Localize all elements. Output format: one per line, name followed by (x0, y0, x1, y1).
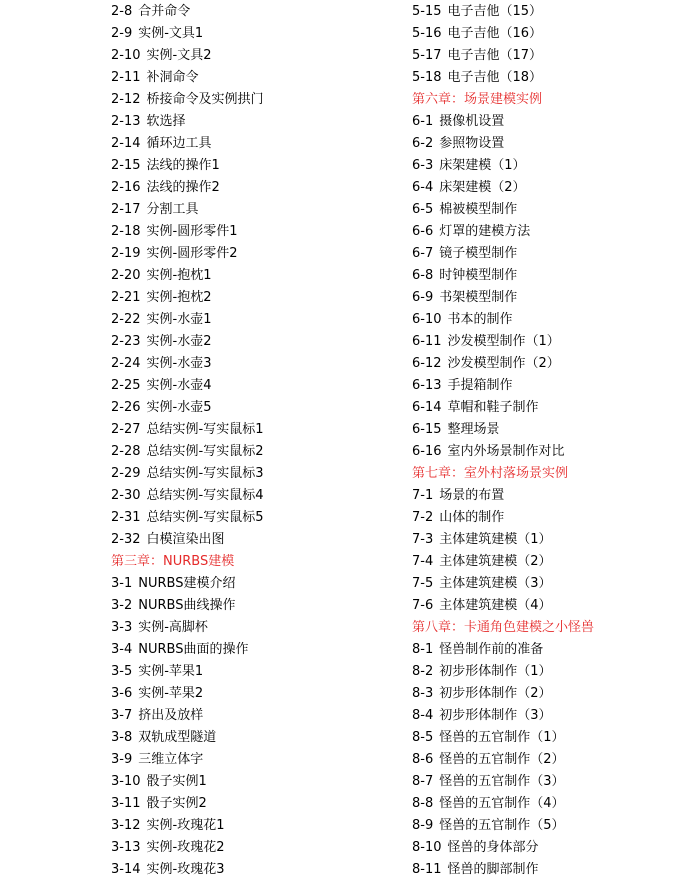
toc-entry (111, 309, 391, 331)
entry-title: 怪兽的身体部分 (447, 840, 539, 855)
entry-number: 5-15 (412, 4, 442, 19)
entry-title: 白模渲染出图 (146, 532, 225, 547)
toc-entry (412, 749, 692, 771)
toc-entry (111, 375, 391, 397)
entry-title: 总结实例-写实鼠标3 (146, 466, 264, 481)
entry-title: 实例-圆形零件2 (146, 246, 238, 261)
entry-title: 总结实例-写实鼠标5 (146, 510, 264, 525)
toc-entry (412, 529, 692, 551)
entry-number: 3-9 (111, 752, 133, 767)
entry-number: 8-11 (412, 862, 442, 877)
toc-entry (111, 859, 391, 881)
toc-entry (111, 199, 391, 221)
entry-title: 电子吉他（15） (447, 4, 543, 19)
entry-title: 三维立体字 (138, 752, 204, 767)
entry-title: 实例-高脚杯 (138, 620, 208, 635)
chapter-title: 第六章：场景建模实例 (412, 92, 543, 107)
toc-entry (412, 375, 692, 397)
entry-title: 实例-水壶3 (146, 356, 212, 371)
entry-title: 电子吉他（16） (447, 26, 543, 41)
toc-entry (412, 683, 692, 705)
entry-title: 初步形体制作（1） (439, 664, 552, 679)
entry-number: 2-18 (111, 224, 141, 239)
entry-number: 2-20 (111, 268, 141, 283)
entry-title: 主体建筑建模（4） (439, 598, 552, 613)
entry-number: 6-6 (412, 224, 434, 239)
toc-entry (111, 45, 391, 67)
entry-number: 3-14 (111, 862, 141, 877)
entry-number: 8-3 (412, 686, 434, 701)
toc-entry (412, 705, 692, 727)
chapter-heading (412, 89, 692, 111)
toc-entry (111, 683, 391, 705)
entry-title: 实例-抱枕1 (146, 268, 212, 283)
toc-entry (412, 309, 692, 331)
entry-title: 实例-水壶1 (146, 312, 212, 327)
entry-title: 骰子实例2 (146, 796, 207, 811)
entry-number: 3-4 (111, 642, 133, 657)
entry-number: 8-9 (412, 818, 434, 833)
entry-number: 2-32 (111, 532, 141, 547)
toc-entry (111, 749, 391, 771)
toc-entry (111, 353, 391, 375)
entry-title: 主体建筑建模（2） (439, 554, 552, 569)
toc-entry (111, 67, 391, 89)
entry-title: 实例-抱枕2 (146, 290, 212, 305)
chapter-title: 第七章：室外村落场景实例 (412, 466, 569, 481)
entry-title: 循环边工具 (146, 136, 212, 151)
entry-number: 2-27 (111, 422, 141, 437)
toc-entry (412, 397, 692, 419)
entry-number: 2-10 (111, 48, 141, 63)
toc-entry (412, 199, 692, 221)
toc-entry (111, 221, 391, 243)
entry-number: 2-25 (111, 378, 141, 393)
entry-number: 6-7 (412, 246, 434, 261)
entry-number: 2-30 (111, 488, 141, 503)
entry-number: 6-2 (412, 136, 434, 151)
entry-number: 6-10 (412, 312, 442, 327)
entry-title: 实例-苹果2 (138, 686, 204, 701)
toc-entry (412, 1, 692, 23)
entry-title: 怪兽的五官制作（3） (439, 774, 565, 789)
chapter-title: 第三章：NURBS建模 (111, 554, 235, 569)
toc-entry (111, 265, 391, 287)
entry-number: 6-4 (412, 180, 434, 195)
toc-entry (111, 133, 391, 155)
entry-number: 5-18 (412, 70, 442, 85)
toc-left-column (111, 1, 391, 881)
toc-entry (412, 661, 692, 683)
entry-title: 实例-水壶2 (146, 334, 212, 349)
entry-number: 7-1 (412, 488, 434, 503)
entry-title: 草帽和鞋子制作 (447, 400, 539, 415)
entry-title: 灯罩的建模方法 (439, 224, 531, 239)
toc-entry (111, 661, 391, 683)
entry-number: 6-14 (412, 400, 442, 415)
toc-entry (111, 705, 391, 727)
entry-title: 沙发模型制作（1） (447, 334, 560, 349)
entry-title: 总结实例-写实鼠标4 (146, 488, 264, 503)
toc-entry (412, 639, 692, 661)
toc-entry (111, 177, 391, 199)
entry-number: 7-2 (412, 510, 434, 525)
toc-entry (111, 111, 391, 133)
entry-title: 电子吉他（17） (447, 48, 543, 63)
entry-title: 怪兽的五官制作（2） (439, 752, 565, 767)
toc-entry (412, 155, 692, 177)
entry-number: 3-11 (111, 796, 141, 811)
toc-entry (412, 507, 692, 529)
entry-number: 8-7 (412, 774, 434, 789)
entry-number: 2-9 (111, 26, 133, 41)
toc-entry (412, 419, 692, 441)
entry-title: 书架模型制作 (439, 290, 518, 305)
toc-entry (412, 353, 692, 375)
toc-right-column (412, 1, 692, 881)
toc-entry (111, 331, 391, 353)
chapter-heading (412, 463, 692, 485)
entry-title: 法线的操作1 (146, 158, 220, 173)
entry-number: 2-13 (111, 114, 141, 129)
entry-title: 电子吉他（18） (447, 70, 543, 85)
entry-number: 2-24 (111, 356, 141, 371)
toc-entry (412, 573, 692, 595)
toc-entry (412, 111, 692, 133)
entry-title: 床架建模（1） (439, 158, 526, 173)
entry-title: 怪兽的五官制作（4） (439, 796, 565, 811)
entry-title: 挤出及放样 (138, 708, 204, 723)
entry-number: 6-1 (412, 114, 434, 129)
toc-entry (412, 67, 692, 89)
chapter-heading (111, 551, 391, 573)
entry-number: 5-17 (412, 48, 442, 63)
entry-title: 实例-文具2 (146, 48, 212, 63)
entry-number: 8-8 (412, 796, 434, 811)
toc-entry (111, 815, 391, 837)
entry-title: 分割工具 (146, 202, 199, 217)
entry-title: 棉被模型制作 (439, 202, 518, 217)
entry-number: 3-7 (111, 708, 133, 723)
entry-number: 2-8 (111, 4, 133, 19)
entry-number: 8-4 (412, 708, 434, 723)
entry-number: 3-3 (111, 620, 133, 635)
entry-number: 6-5 (412, 202, 434, 217)
entry-number: 6-12 (412, 356, 442, 371)
entry-number: 6-16 (412, 444, 442, 459)
toc-entry (412, 859, 692, 881)
toc-entry (111, 771, 391, 793)
entry-number: 7-3 (412, 532, 434, 547)
toc-entry (111, 837, 391, 859)
entry-title: 合并命令 (138, 4, 191, 19)
toc-entry (412, 133, 692, 155)
entry-title: 实例-玫瑰花2 (146, 840, 225, 855)
entry-number: 2-31 (111, 510, 141, 525)
entry-title: 补洞命令 (146, 70, 199, 85)
entry-number: 2-21 (111, 290, 141, 305)
entry-title: 怪兽制作前的准备 (439, 642, 544, 657)
toc-entry (412, 265, 692, 287)
entry-number: 3-5 (111, 664, 133, 679)
toc-entry (111, 397, 391, 419)
toc-entry (412, 595, 692, 617)
toc-entry (111, 573, 391, 595)
toc-entry (111, 727, 391, 749)
entry-number: 2-28 (111, 444, 141, 459)
toc-entry (412, 23, 692, 45)
entry-number: 3-2 (111, 598, 133, 613)
toc-entry (412, 793, 692, 815)
entry-title: 实例-玫瑰花1 (146, 818, 225, 833)
toc-entry (111, 1, 391, 23)
entry-title: NURBS曲线操作 (138, 598, 236, 613)
entry-title: 场景的布置 (439, 488, 505, 503)
entry-number: 8-2 (412, 664, 434, 679)
entry-number: 3-8 (111, 730, 133, 745)
entry-title: 实例-水壶5 (146, 400, 212, 415)
toc-entry (111, 793, 391, 815)
toc-entry (111, 463, 391, 485)
entry-number: 7-6 (412, 598, 434, 613)
entry-title: 怪兽的五官制作（1） (439, 730, 565, 745)
entry-number: 8-10 (412, 840, 442, 855)
chapter-heading (412, 617, 692, 639)
entry-title: 双轨成型隧道 (138, 730, 217, 745)
entry-title: 室内外场景制作对比 (447, 444, 565, 459)
toc-entry (111, 529, 391, 551)
toc-entry (111, 595, 391, 617)
entry-title: 总结实例-写实鼠标2 (146, 444, 264, 459)
entry-title: 初步形体制作（2） (439, 686, 552, 701)
entry-title: 书本的制作 (447, 312, 513, 327)
entry-number: 6-8 (412, 268, 434, 283)
entry-number: 2-11 (111, 70, 141, 85)
entry-title: 怪兽的五官制作（5） (439, 818, 565, 833)
toc-entry (412, 441, 692, 463)
entry-title: 实例-玫瑰花3 (146, 862, 225, 877)
entry-number: 2-16 (111, 180, 141, 195)
entry-title: 实例-文具1 (138, 26, 204, 41)
entry-number: 2-19 (111, 246, 141, 261)
entry-number: 3-12 (111, 818, 141, 833)
toc-entry (412, 837, 692, 859)
entry-number: 2-17 (111, 202, 141, 217)
entry-number: 2-26 (111, 400, 141, 415)
toc-entry (111, 441, 391, 463)
entry-title: 骰子实例1 (146, 774, 207, 789)
toc-entry (111, 89, 391, 111)
toc-entry (412, 221, 692, 243)
entry-title: 实例-苹果1 (138, 664, 204, 679)
entry-title: 软选择 (146, 114, 186, 129)
entry-number: 3-13 (111, 840, 141, 855)
chapter-title: 第八章：卡通角色建模之小怪兽 (412, 620, 595, 635)
entry-number: 7-5 (412, 576, 434, 591)
toc-entry (111, 507, 391, 529)
toc-entry (412, 243, 692, 265)
entry-title: 摄像机设置 (439, 114, 505, 129)
toc-entry (412, 331, 692, 353)
entry-title: 法线的操作2 (146, 180, 220, 195)
toc-entry (412, 551, 692, 573)
entry-title: 实例-水壶4 (146, 378, 212, 393)
entry-number: 6-11 (412, 334, 442, 349)
entry-number: 2-12 (111, 92, 141, 107)
toc-entry (111, 617, 391, 639)
entry-number: 6-3 (412, 158, 434, 173)
entry-number: 3-1 (111, 576, 133, 591)
toc-entry (111, 155, 391, 177)
entry-number: 2-23 (111, 334, 141, 349)
toc-entry (412, 485, 692, 507)
entry-title: 手提箱制作 (447, 378, 513, 393)
entry-title: 参照物设置 (439, 136, 505, 151)
toc-entry (412, 287, 692, 309)
entry-number: 8-1 (412, 642, 434, 657)
entry-title: 时钟模型制作 (439, 268, 518, 283)
toc-entry (412, 771, 692, 793)
toc-entry (412, 45, 692, 67)
entry-title: NURBS曲面的操作 (138, 642, 249, 657)
entry-number: 8-5 (412, 730, 434, 745)
entry-title: 镜子模型制作 (439, 246, 518, 261)
toc-entry (111, 243, 391, 265)
toc-entry (111, 287, 391, 309)
toc-entry (111, 639, 391, 661)
entry-number: 8-6 (412, 752, 434, 767)
entry-number: 6-15 (412, 422, 442, 437)
entry-title: 床架建模（2） (439, 180, 526, 195)
toc-entry (111, 485, 391, 507)
entry-number: 2-14 (111, 136, 141, 151)
entry-title: 整理场景 (447, 422, 500, 437)
toc-entry (412, 177, 692, 199)
entry-number: 5-16 (412, 26, 442, 41)
toc-entry (412, 815, 692, 837)
entry-title: 主体建筑建模（1） (439, 532, 552, 547)
entry-number: 3-6 (111, 686, 133, 701)
entry-title: 怪兽的脚部制作 (447, 862, 539, 877)
toc-entry (412, 727, 692, 749)
entry-title: 初步形体制作（3） (439, 708, 552, 723)
entry-number: 6-13 (412, 378, 442, 393)
entry-title: 桥接命令及实例拱门 (146, 92, 264, 107)
entry-number: 3-10 (111, 774, 141, 789)
entry-number: 2-22 (111, 312, 141, 327)
entry-number: 6-9 (412, 290, 434, 305)
entry-number: 2-29 (111, 466, 141, 481)
entry-number: 7-4 (412, 554, 434, 569)
entry-title: 实例-圆形零件1 (146, 224, 238, 239)
toc-entry (111, 419, 391, 441)
toc-entry (111, 23, 391, 45)
entry-title: 沙发模型制作（2） (447, 356, 560, 371)
entry-number: 2-15 (111, 158, 141, 173)
entry-title: 主体建筑建模（3） (439, 576, 552, 591)
entry-title: 山体的制作 (439, 510, 505, 525)
entry-title: 总结实例-写实鼠标1 (146, 422, 264, 437)
entry-title: NURBS建模介绍 (138, 576, 236, 591)
